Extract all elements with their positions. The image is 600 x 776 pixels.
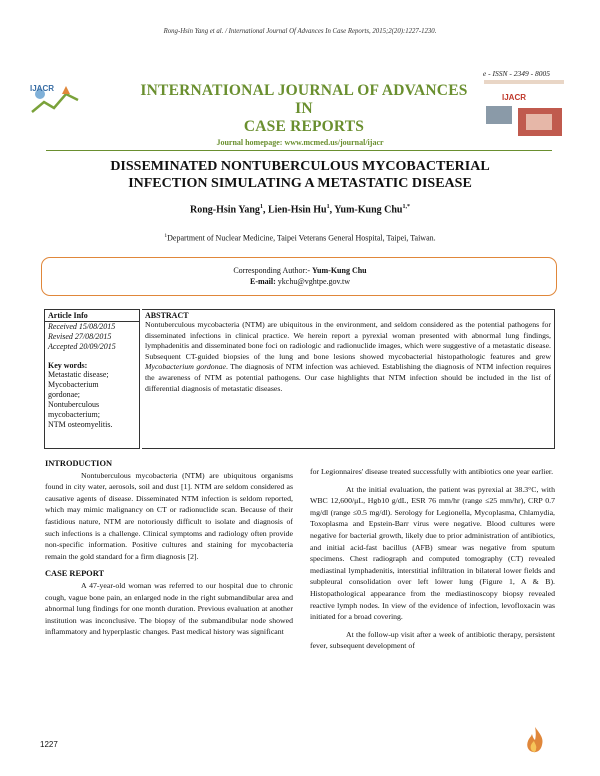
journal-cover-image: [478, 78, 568, 138]
case-report-heading: CASE REPORT: [45, 569, 105, 579]
intro-heading: INTRODUCTION: [45, 459, 113, 468]
abstract-text-part1: Nontuberculous mycobacteria (NTM) are ubiquitous in the environment, and seldom considered as the potential pathogens for disseminated infections in clinical practice. We herein report a pyrexial woman presented with abnormal lung findings, lymphadenitis and disseminated bone foci on radiologic and radionuclide images, which were suggestive of a metastatic disease. Subsequent CT-guided biopsies of the lung and bone lesions showed mycobacterial histopathologic features and grew: [145, 320, 551, 361]
corresponding-author: [0, 266, 600, 275]
abstract-heading: ABSTRACT: [145, 311, 189, 320]
abstract-organism-name: Mycobacterium gordonae: [145, 362, 226, 372]
article-info-heading: Article Info: [45, 310, 139, 322]
article-info-box: [44, 309, 140, 449]
keyword: NTM osteomyelitis.: [48, 420, 113, 429]
journal-logo: [28, 80, 84, 118]
journal-title-line1: INTERNATIONAL JOURNAL OF ADVANCES IN: [140, 82, 468, 117]
flame-icon: [522, 725, 548, 755]
abstract-text-part2: . The diagnosis of NTM infection was achieved. Establishing the diagnosis of NTM infection requires the awareness of NTM as potential pathogens. Our case highlights that NTM infection should be included in the list of differential diagnosis of metastatic diseases.: [145, 362, 551, 393]
date-revised: Revised 27/08/2015: [48, 332, 112, 341]
author-2-sup: 1: [326, 204, 330, 210]
affiliation-text: Department of Nuclear Medicine, Taipei Veterans General Hospital, Taipei, Taiwan.: [167, 233, 436, 243]
author-2: Lien-Hsin Hu: [267, 204, 327, 216]
date-received: Received 15/08/2015: [48, 322, 116, 331]
journal-title: [134, 82, 474, 136]
right-paragraph-3: At the follow-up visit after a week of antibiotic therapy, persistent fever, subsequent development of: [310, 629, 555, 651]
corr-name: Yum-Kung Chu: [312, 266, 367, 275]
author-3: Yum-Kung Chu: [334, 204, 403, 216]
corresponding-email: [0, 277, 600, 286]
journal-homepage: Journal homepage: www.mcmed.us/journal/ijacr: [216, 138, 384, 147]
keyword: Mycobacterium: [48, 380, 99, 389]
date-accepted: Accepted 20/09/2015: [48, 342, 116, 351]
journal-title-line2: CASE REPORTS: [243, 118, 365, 135]
author-1: Rong-Hsin Yang: [190, 204, 260, 216]
abstract-text: [145, 320, 551, 394]
paper-title-line2: INFECTION SIMULATING A METASTATIC DISEASE: [128, 176, 472, 191]
keyword: gordonae;: [48, 390, 80, 399]
keyword: Metastatic disease;: [48, 370, 109, 379]
logo-text: IJACR: [30, 84, 55, 93]
cover-text: IJACR: [502, 93, 527, 102]
keyword: mycobacterium;: [48, 410, 100, 419]
paper-title-line1: DISSEMINATED NONTUBERCULOUS MYCOBACTERIAL: [110, 159, 490, 174]
email-label: E-mail:: [250, 277, 278, 286]
header-divider: [46, 150, 552, 151]
author-1-sup: 1: [259, 204, 263, 210]
email-address[interactable]: ykchu@vghtpe.gov.tw: [277, 277, 350, 286]
affiliation-sup: 1: [164, 233, 168, 239]
author-3-sup: 1,*: [402, 204, 410, 210]
abstract-box: [142, 309, 555, 449]
running-head: Rong-Hsin Yang et al. / International Journal Of Advances In Case Reports, 2015;2(20):1227-1230.: [163, 28, 437, 35]
issn: e - ISSN - 2349 - 8005: [482, 69, 550, 78]
keyword: Nontuberculous: [48, 400, 100, 409]
intro-paragraph: Nontuberculous mycobacteria (NTM) are ubiquitous organisms found in city water, aerosols, soil and dust [1]. NTM are seldom considered as causative agents of disease. Disseminated NTM infection is seldom reported, which may mimic malignancy on CT or radionuclide scan. Because of their fastidious nature, NTM are notoriously difficult to isolate and diagnosis of such infections is a challenge. Clinical symptoms and radiology often provide non-specific information. Positive cultures and staining for mycobacteria remain the gold standard for a firm diagnosis [2].: [45, 470, 293, 561]
body-column-right: [310, 466, 555, 652]
keywords-heading: Key words:: [48, 361, 88, 370]
corr-label: Corresponding Author:-: [233, 266, 313, 275]
case-report-paragraph: A 47-year-old woman was referred to our hospital due to chronic cough, vague bone pain, an enlarged node in the right submandibular area and abnormal lung findings for one month duration. Previous evaluation at another institution was inconclusive. The biopsy of the submandibular node showed inflammatory and hyperplastic changes. Past medical history was significant: [45, 580, 293, 637]
page-number: 1227: [40, 740, 58, 749]
affiliation: [0, 233, 600, 243]
right-paragraph-1: for Legionnaires' disease treated successfully with antibiotics one year earlier.: [310, 467, 554, 476]
right-paragraph-2: At the initial evaluation, the patient was pyrexial at 38.3°C, with WBC 12,600/μL, Hgb10 g/dL, ESR 76 mm/hr (range ≤25 mm/hr), CRP 0.7 mg/dl (range ≤0.5 mg/dl). Serology for Legionella, Mycoplasma, Chlamydia, Toxoplasma and Epstein-Barr virus were negative. Blood cultures were negative for bacterial growth, likely due to prior administration of antibiotics, and initial acid-fast bacillus (AFB) smear was negative from sputum specimens. Chest radiograph and computed tomography (CT) revealed mediastinal lymphadenitis, interstitial infiltration in bilateral lower fields and subpleural consolidation over left lower lung (Figure 1, A & B). Histopathological appearance from the mediastinoscopy biopsy revealed reactive lymph nodes. In view of the evidence of infection, levofloxacin was initiated for a broad covering.: [310, 484, 555, 622]
paper-title: [60, 158, 540, 192]
body-column-left: [45, 458, 293, 638]
author-list: Rong-Hsin Yang$^1$, Lien-Hsin Hu$^1$, Yum-Kung Chu$^{1,*}$: [190, 204, 410, 216]
